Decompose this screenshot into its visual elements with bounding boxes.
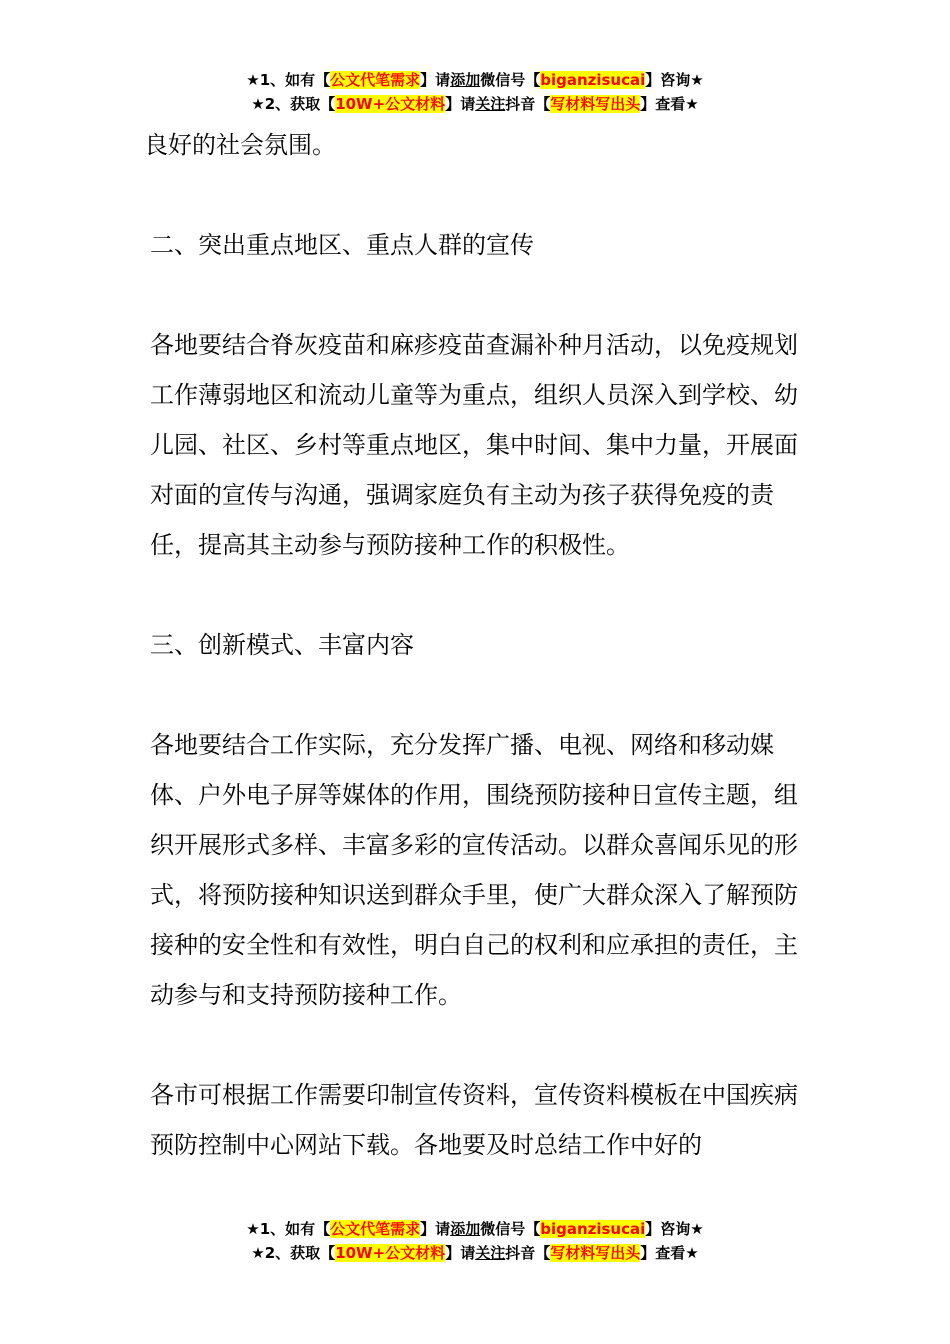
promo-text: 】咨询★ <box>645 71 704 89</box>
promo-underline: 添加 <box>450 71 481 89</box>
section-heading: 三、创新模式、丰富内容 <box>150 631 414 659</box>
promo-line-1 <box>0 68 950 92</box>
spacer <box>144 1020 808 1070</box>
promo-text: 】请 <box>420 1220 451 1238</box>
promo-highlight: 写材料写出头 <box>550 1244 641 1262</box>
section-heading: 二、突出重点地区、重点人群的宣传 <box>150 231 534 259</box>
promo-highlight: 公文代笔需求 <box>330 1220 421 1238</box>
promo-highlight: 公文代笔需求 <box>330 71 421 89</box>
paragraph: 各地要结合工作实际，充分发挥广播、电视、网络和移动媒体、户外电子屏等媒体的作用，围绕预防接种日宣传主题，组织开展形式多样、丰富多彩的宣传活动。以群众喜闻乐见的形式，将预防接种知识送到群众手里，使广大群众深入了解预防接种的安全性和有效性，明白自己的权利和应承担的责任，主动参与和支持预防接种工作。 <box>150 731 798 1009</box>
promo-text: 】请 <box>420 71 451 89</box>
paragraph: 各市可根据工作需要印制宣传资料，宣传资料模板在中国疾病预防控制中心网站下载。各地要及时总结工作中好的 <box>150 1081 798 1159</box>
promo-text: 微信号【 <box>480 71 541 89</box>
promo-highlight: 10W+公文材料 <box>335 1244 446 1262</box>
document-body <box>144 120 808 1170</box>
spacer <box>144 170 808 220</box>
promo-underline: 添加 <box>450 1220 481 1238</box>
promo-highlight: 写材料写出头 <box>550 95 641 113</box>
promo-banner-bottom <box>0 1217 950 1265</box>
promo-text: ★2、获取【 <box>251 1244 336 1262</box>
promo-highlight: biganzisucai <box>540 71 646 89</box>
promo-text: ★1、如有【 <box>246 71 331 89</box>
promo-text: 微信号【 <box>480 1220 541 1238</box>
promo-text: 】查看★ <box>640 95 699 113</box>
promo-highlight: 10W+公文材料 <box>335 95 446 113</box>
promo-text: 】请 <box>445 1244 476 1262</box>
promo-banner-top <box>0 68 950 116</box>
promo-line-2 <box>0 92 950 116</box>
promo-text: 】咨询★ <box>645 1220 704 1238</box>
promo-underline: 关注 <box>475 1244 506 1262</box>
promo-line-1 <box>0 1217 950 1241</box>
paragraph: 各地要结合脊灰疫苗和麻疹疫苗查漏补种月活动，以免疫规划工作薄弱地区和流动儿童等为重点，组织人员深入到学校、幼儿园、社区、乡村等重点地区，集中时间、集中力量，开展面对面的宣传与沟通，强调家庭负有主动为孩子获得免疫的责任，提高其主动参与预防接种工作的积极性。 <box>150 331 798 559</box>
spacer <box>144 570 808 620</box>
promo-highlight: biganzisucai <box>540 1220 646 1238</box>
promo-text: 抖音【 <box>505 1244 551 1262</box>
spacer <box>144 270 808 320</box>
promo-text: ★2、获取【 <box>251 95 336 113</box>
paragraph: 良好的社会氛围。 <box>144 131 336 159</box>
promo-text: 】请 <box>445 95 476 113</box>
promo-line-2 <box>0 1241 950 1265</box>
promo-text: ★1、如有【 <box>246 1220 331 1238</box>
promo-underline: 关注 <box>475 95 506 113</box>
spacer <box>144 670 808 720</box>
promo-text: 抖音【 <box>505 95 551 113</box>
promo-text: 】查看★ <box>640 1244 699 1262</box>
